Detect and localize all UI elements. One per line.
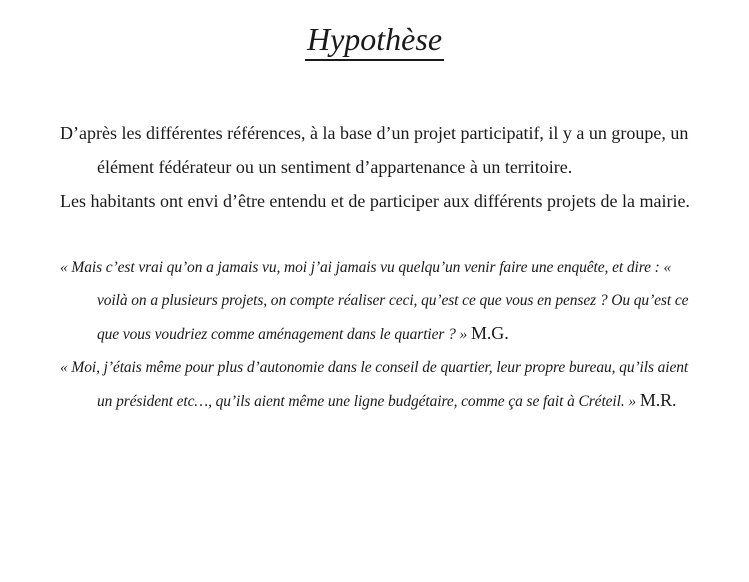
title-wrap	[0, 20, 749, 61]
quote-text-2: « Moi, j’étais même pour plus d’autonomie dans le conseil de quartier, leur propre bureau, qu’ils aient un président etc…, qu’ils aient même une ligne budgétaire, comme ça se fait à Créteil. »	[60, 359, 689, 410]
quote-paragraph-2	[60, 351, 702, 418]
quote-paragraph-1	[60, 251, 702, 351]
body-paragraph-2: Les habitants ont envi d’être entendu et de participer aux différents projets de la mairie.	[60, 191, 690, 211]
quotes-block	[60, 251, 702, 418]
quote-attribution-2: M.R.	[639, 390, 677, 410]
slide	[0, 20, 749, 582]
quote-text-1: « Mais c’est vrai qu’on a jamais vu, moi j’ai jamais vu quelqu’un venir faire une enquête, et dire : « voilà on a plusieurs projets, on compte réaliser ceci, qu’est ce que vous en pensez ? Ou qu’est ce que vous voudriez comme aménagement dans le quartier ? »	[60, 259, 689, 343]
slide-title: Hypothèse	[305, 20, 444, 61]
body-paragraph-1: D’après les différentes références, à la base d’un projet participatif, il y a un groupe, un élément fédérateur ou un sentiment d’appartenance à un territoire.	[60, 123, 689, 177]
slide-content	[60, 116, 702, 418]
quote-attribution-1: M.G.	[470, 323, 509, 343]
